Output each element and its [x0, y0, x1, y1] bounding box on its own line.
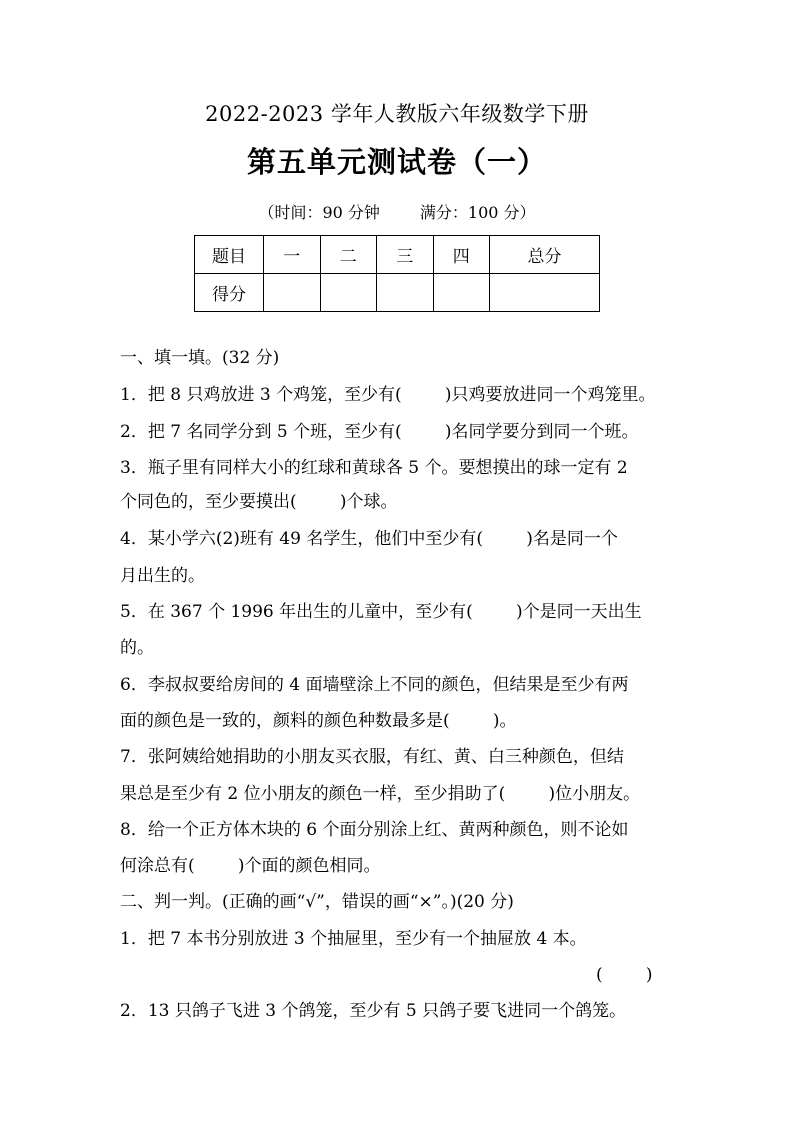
- question-line: 8．给一个正方体木块的 6 个面分别涂上红、黄两种颜色，则不论如: [120, 820, 629, 840]
- score-input-cell[interactable]: [320, 274, 377, 312]
- score-table-header-cell: 四: [433, 236, 490, 274]
- score-table-score-row: [195, 274, 600, 312]
- time-limit: （时间：90 分钟: [258, 203, 380, 222]
- question-line: 果总是至少有 2 位小朋友的颜色一样，至少捐助了( )位小朋友。: [120, 784, 641, 804]
- score-table-header-cell: 一: [264, 236, 321, 274]
- score-input-cell[interactable]: [490, 274, 600, 312]
- question-line: 3．瓶子里有同样大小的红球和黄球各 5 个。要想摸出的球一定有 2: [120, 458, 628, 478]
- question-line: 面的颜色是一致的，颜料的颜色种数最多是( )。: [120, 711, 517, 731]
- question-line: 1．把 7 本书分别放进 3 个抽屉里，至少有一个抽屉放 4 本。: [120, 929, 587, 949]
- question-line: 1．把 8 只鸡放进 3 个鸡笼，至少有( )只鸡要放进同一个鸡笼里。: [120, 385, 656, 405]
- document-title: 2022-2023 学年人教版六年级数学下册: [205, 102, 589, 126]
- question-line: 5．在 367 个 1996 年出生的儿童中，至少有( )个是同一天出生: [120, 602, 642, 622]
- score-table-header-cell: 二: [320, 236, 377, 274]
- section-2-title: 二、判一判。(正确的画“√”，错误的画“×”。)(20 分): [120, 892, 514, 912]
- score-label: 得分: [195, 274, 264, 312]
- question-line: 6．李叔叔要给房间的 4 面墙壁涂上不同的颜色，但结果是至少有两: [120, 675, 629, 695]
- exam-meta: [0, 200, 794, 223]
- answer-bracket[interactable]: ( ): [596, 965, 653, 985]
- question-line: 的。: [120, 638, 154, 658]
- full-score: 满分：100 分）: [419, 203, 536, 222]
- question-line: 4．某小学六(2)班有 49 名学生，他们中至少有( )名是同一个: [120, 529, 618, 549]
- score-table-header-cell: 总分: [490, 236, 600, 274]
- document-subtitle: 第五单元测试卷（一）: [246, 145, 547, 179]
- score-table-header-cell: 三: [377, 236, 434, 274]
- score-table-header-row: [195, 236, 600, 274]
- section-1-title: 一、填一填。(32 分): [120, 348, 280, 368]
- question-line: 2．13 只鸽子飞进 3 个鸽笼，至少有 5 只鸽子要飞进同一个鸽笼。: [120, 1001, 627, 1021]
- question-line: 2．把 7 名同学分到 5 个班，至少有( )名同学要分到同一个班。: [120, 422, 639, 442]
- score-input-cell[interactable]: [264, 274, 321, 312]
- question-line: 7．张阿姨给她捐助的小朋友买衣服，有红、黄、白三种颜色，但结: [120, 747, 624, 767]
- score-table-header-cell: 题目: [195, 236, 264, 274]
- question-line: 月出生的。: [120, 566, 205, 586]
- question-line: 个同色的，至少要摸出( )个球。: [120, 492, 398, 512]
- score-input-cell[interactable]: [377, 274, 434, 312]
- score-input-cell[interactable]: [433, 274, 490, 312]
- question-line: 何涂总有( )个面的颜色相同。: [120, 856, 381, 876]
- score-table: [194, 235, 600, 312]
